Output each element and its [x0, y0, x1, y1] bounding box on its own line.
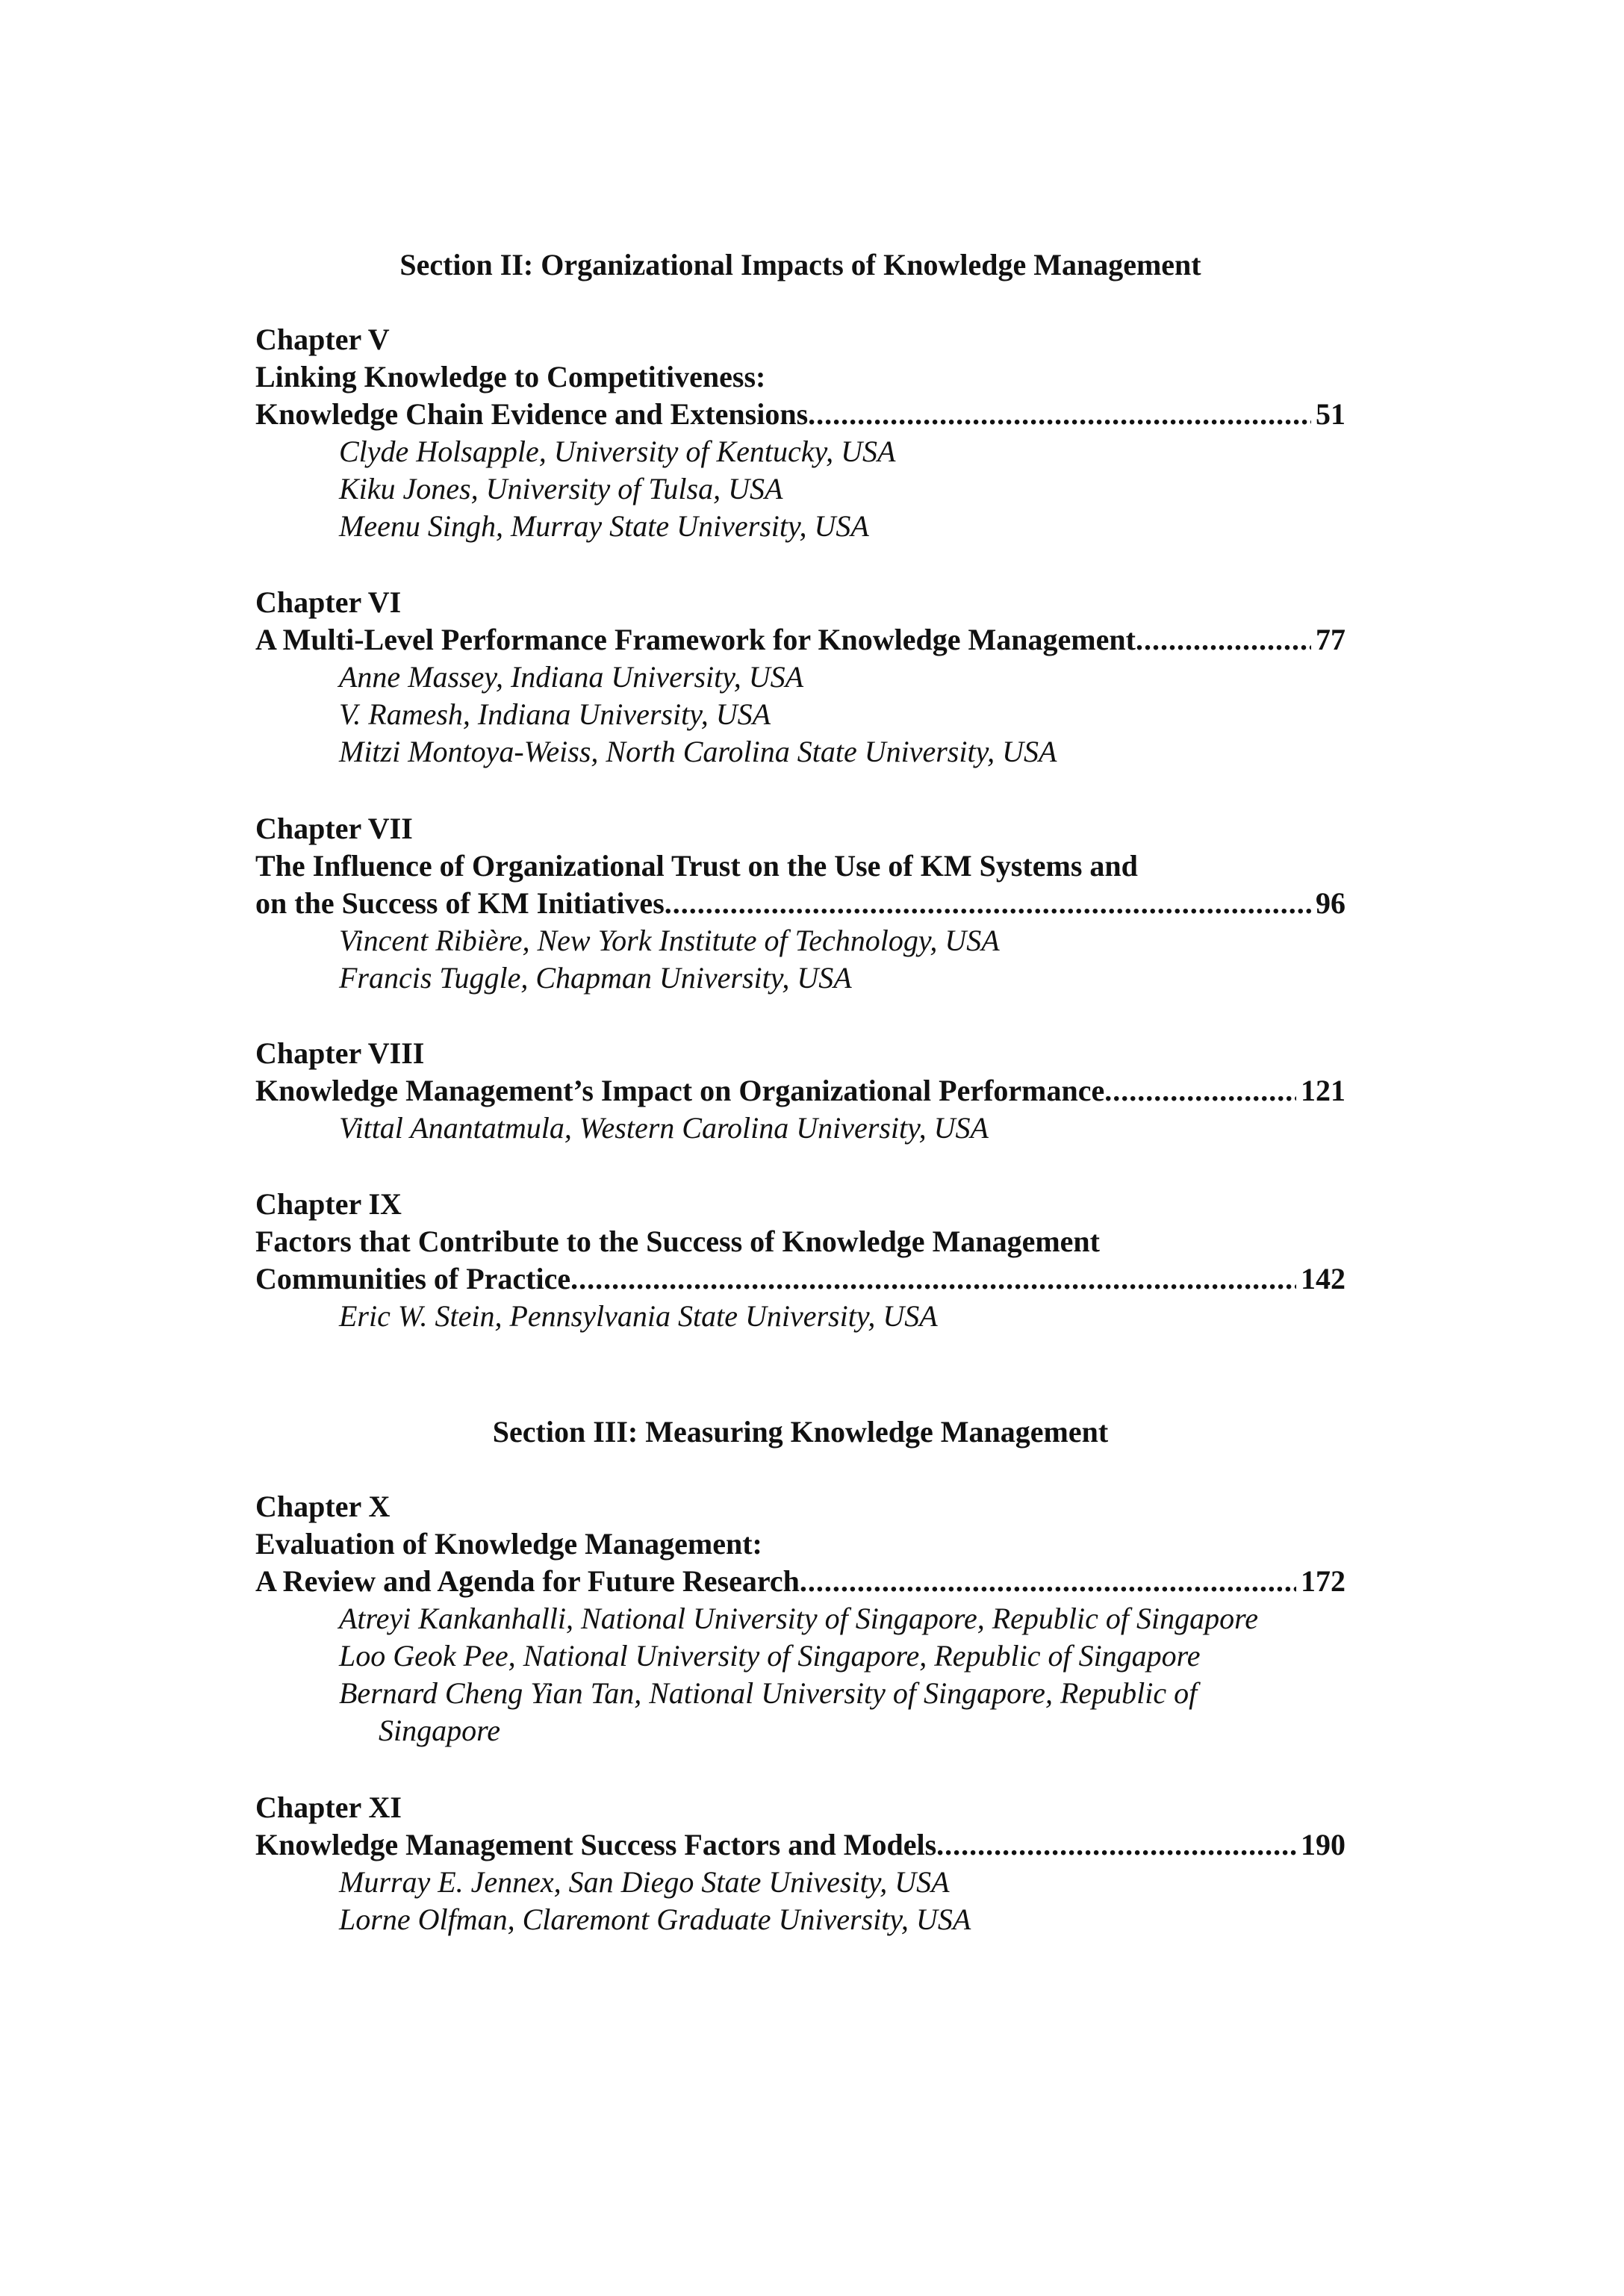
dot-leader [665, 885, 1311, 922]
chapter-title-line: Linking Knowledge to Competitiveness: [255, 360, 766, 393]
chapter-title-with-page[interactable] [255, 621, 1345, 659]
page-number: 51 [1316, 397, 1345, 431]
chapter-title-line: The Influence of Organizational Trust on the Use of KM Systems and [255, 849, 1138, 883]
chapter-entry-vi [255, 584, 1345, 771]
chapter-title-with-page[interactable] [255, 396, 1345, 433]
page-number: 172 [1301, 1564, 1345, 1598]
author-line: V. Ramesh, Indiana University, USA [339, 697, 771, 731]
chapter-title-with-page[interactable] [255, 1072, 1345, 1110]
chapter-entry-ix [255, 1186, 1345, 1335]
chapter-entry-viii [255, 1035, 1345, 1147]
author-line: Eric W. Stein, Pennsylvania State University, USA [339, 1299, 938, 1333]
chapter-label: Chapter VI [255, 585, 402, 619]
author-line: Francis Tuggle, Chapman University, USA [339, 961, 852, 995]
chapter-title-with-page[interactable] [255, 1826, 1345, 1864]
author-line: Vittal Anantatmula, Western Carolina University, USA [339, 1111, 989, 1145]
author-line: Vincent Ribière, New York Institute of Technology, USA [339, 924, 1000, 957]
chapter-title-last-line: Knowledge Management’s Impact on Organizational Performance [255, 1074, 1105, 1107]
author-line: Kiku Jones, University of Tulsa, USA [339, 472, 783, 505]
chapter-entry-vii [255, 810, 1345, 997]
chapter-title-last-line: Knowledge Management Success Factors and Models [255, 1828, 937, 1861]
chapter-title-with-page[interactable] [255, 885, 1345, 922]
chapter-title-last-line: Communities of Practice [255, 1262, 571, 1295]
chapter-label: Chapter XI [255, 1791, 402, 1824]
chapter-entry-v [255, 321, 1345, 545]
chapter-title-with-page[interactable] [255, 1260, 1345, 1298]
chapter-title-with-page[interactable] [255, 1563, 1345, 1600]
author-line: Anne Massey, Indiana University, USA [339, 660, 804, 694]
chapter-entry-xi [255, 1789, 1345, 1938]
author-line: Lorne Olfman, Claremont Graduate University, USA [339, 1903, 971, 1936]
page-number: 190 [1301, 1828, 1345, 1861]
chapter-title-line: Evaluation of Knowledge Management: [255, 1527, 762, 1561]
dot-leader [570, 1260, 1296, 1298]
page-number: 96 [1316, 886, 1345, 920]
chapter-label: Chapter V [255, 323, 390, 356]
author-line: Murray E. Jennex, San Diego State Univesity, USA [339, 1865, 950, 1899]
chapter-label: Chapter IX [255, 1187, 402, 1221]
chapter-label: Chapter VIII [255, 1036, 425, 1070]
chapter-title-last-line: A Multi-Level Performance Framework for Knowledge Management [255, 623, 1136, 656]
author-line: Mitzi Montoya-Weiss, North Carolina State University, USA [339, 735, 1057, 768]
chapter-title-line: Factors that Contribute to the Success of Knowledge Management [255, 1225, 1100, 1258]
page-number: 77 [1316, 623, 1345, 656]
author-line: Loo Geok Pee, National University of Singapore, Republic of Singapore [339, 1639, 1201, 1673]
chapter-label: Chapter VII [255, 812, 413, 845]
page-number: 121 [1301, 1074, 1345, 1107]
author-line: Atreyi Kankanhalli, National University of Singapore, Republic of Singapore [339, 1602, 1258, 1635]
dot-leader [808, 396, 1311, 433]
author-line-continuation: Singapore [379, 1714, 500, 1747]
dot-leader [936, 1826, 1296, 1864]
page-number: 142 [1301, 1262, 1345, 1295]
section-title-2: Section II: Organizational Impacts of Knowledge Management [399, 248, 1201, 281]
dot-leader [1104, 1072, 1296, 1110]
dot-leader [800, 1563, 1296, 1600]
dot-leader [1136, 621, 1311, 659]
author-line: Meenu Singh, Murray State University, USA [339, 509, 869, 543]
chapter-title-last-line: A Review and Agenda for Future Research [255, 1564, 800, 1598]
chapter-label: Chapter X [255, 1490, 391, 1523]
author-line: Clyde Holsapple, University of Kentucky, USA [339, 435, 896, 468]
chapter-title-last-line: on the Success of KM Initiatives [255, 886, 665, 920]
chapter-title-last-line: Knowledge Chain Evidence and Extensions [255, 397, 809, 431]
chapter-entry-x [255, 1488, 1345, 1749]
section-title-3: Section III: Measuring Knowledge Management [492, 1415, 1109, 1449]
author-line: Bernard Cheng Yian Tan, National University of Singapore, Republic of [339, 1676, 1198, 1710]
